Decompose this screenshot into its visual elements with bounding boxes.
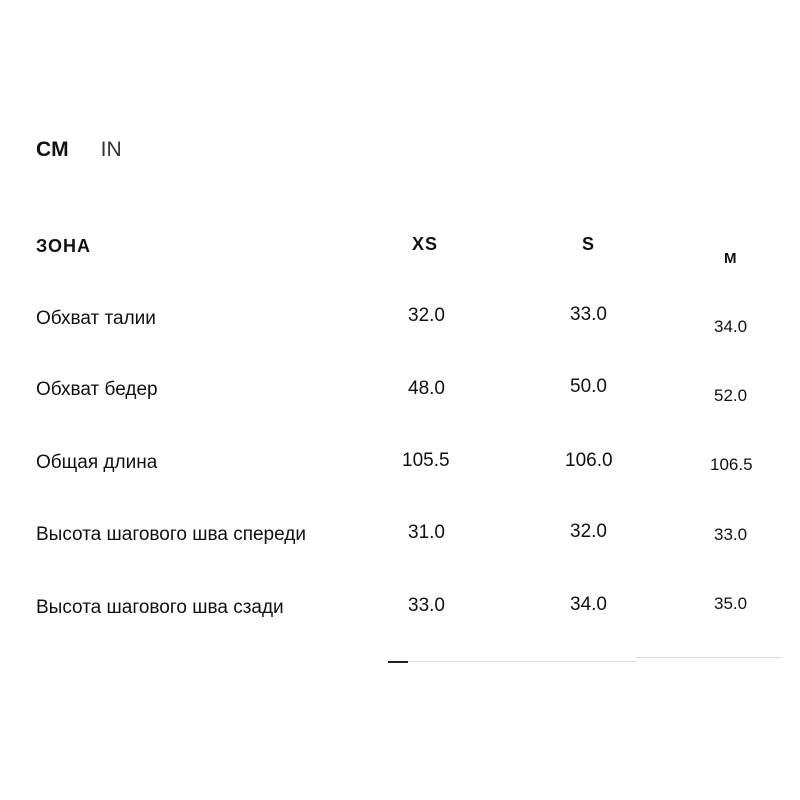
cell-waist-m: 34.0	[714, 317, 748, 336]
cell-waist-s: 33.0	[570, 304, 607, 325]
row-label-hips: Обхват бедер	[36, 379, 158, 400]
scroll-indicator[interactable]	[388, 661, 408, 663]
cell-waist-xs: 32.0	[408, 305, 445, 326]
cell-total-length-s: 106.0	[565, 450, 613, 471]
cell-back-inseam-s: 34.0	[570, 594, 607, 615]
row-label-back-inseam: Высота шагового шва сзади	[36, 597, 284, 618]
table-divider-right	[636, 657, 782, 658]
cell-total-length-xs: 105.5	[402, 450, 450, 471]
cell-hips-m: 52.0	[714, 386, 748, 405]
unit-in-button[interactable]: IN	[100, 138, 122, 161]
header-size-m: M	[724, 250, 737, 267]
row-label-waist: Обхват талии	[36, 308, 156, 329]
table-divider-left	[388, 661, 636, 662]
header-size-s: S	[582, 234, 596, 254]
cell-total-length-m: 106.5	[710, 455, 753, 474]
cell-front-inseam-s: 32.0	[570, 521, 607, 542]
cell-back-inseam-xs: 33.0	[408, 595, 445, 616]
header-zone: ЗОНА	[36, 236, 92, 256]
cell-back-inseam-m: 35.0	[714, 594, 748, 613]
unit-toggle	[36, 138, 122, 162]
row-label-front-inseam: Высота шагового шва спереди	[36, 524, 306, 545]
header-size-xs: XS	[412, 234, 439, 254]
cell-front-inseam-m: 33.0	[714, 525, 748, 544]
row-label-total-length: Общая длина	[36, 452, 158, 473]
cell-hips-xs: 48.0	[408, 378, 445, 399]
cell-hips-s: 50.0	[570, 376, 607, 397]
cell-front-inseam-xs: 31.0	[408, 522, 445, 543]
unit-cm-button[interactable]: CM	[36, 138, 69, 161]
